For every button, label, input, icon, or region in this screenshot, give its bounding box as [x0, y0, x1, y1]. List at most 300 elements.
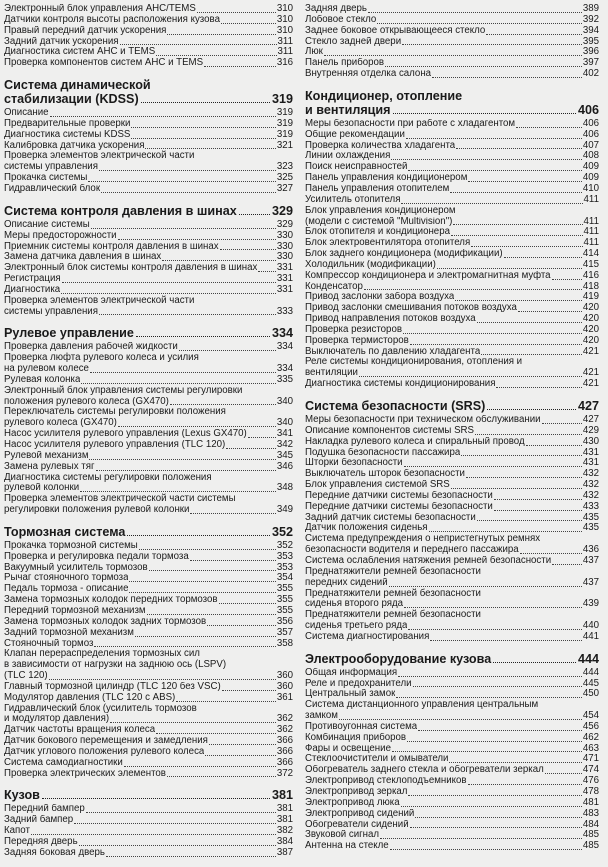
- toc-entry-text: Правый передний датчик ускорения: [4, 25, 167, 36]
- toc-entry-page: 366: [276, 745, 293, 757]
- toc-entry-text: Холодильник (модификации): [305, 259, 436, 270]
- toc-entry: [4, 429, 293, 440]
- toc-entry-text: Педаль тормоза - описание: [4, 584, 129, 595]
- toc-entry-page: 407: [582, 139, 599, 151]
- toc-entry-page: 389: [582, 3, 599, 14]
- dot-leader: [475, 434, 582, 435]
- toc-entry-page: 402: [582, 68, 599, 80]
- toc-entry-text: Блок управления системой SRS: [305, 480, 450, 491]
- toc-entry: [305, 303, 599, 314]
- dot-leader: [50, 116, 276, 117]
- toc-entry-page: 325: [276, 172, 293, 184]
- toc-entry-text: Диагностика системы кондиционирования: [305, 379, 496, 390]
- toc-entry: [305, 776, 599, 787]
- toc-entry: [305, 502, 599, 513]
- toc-entry-text: Антенна на стекле: [305, 841, 389, 852]
- toc-entry-page: 333: [276, 305, 293, 317]
- toc-entry: [305, 722, 599, 733]
- toc-entry-page: 415: [582, 258, 599, 270]
- toc-entry-text: Привод заслонки смешивания потоков воздуха: [305, 303, 517, 314]
- dot-leader: [404, 607, 582, 608]
- toc-entry-text: Электропривод зеркал: [305, 787, 408, 797]
- toc-entry-text: Привод заслонки забора воздуха: [305, 292, 455, 303]
- dot-leader: [197, 12, 276, 13]
- dot-leader: [167, 34, 275, 35]
- toc-entry: [4, 26, 293, 37]
- toc-entry-text: Клапан перераспределения тормозных сил: [4, 648, 200, 660]
- toc-entry-text: Обогреватели сидений: [305, 819, 409, 830]
- dot-leader: [31, 834, 276, 835]
- dot-leader: [468, 784, 582, 785]
- section-page-kdss: 319: [271, 92, 293, 107]
- dot-leader: [118, 239, 276, 240]
- toc-entry-text: Датчик частоты вращения колеса: [4, 725, 156, 736]
- dot-leader: [402, 44, 582, 45]
- dot-leader: [209, 744, 276, 745]
- section-page-electrical: 444: [577, 651, 599, 666]
- dot-leader: [477, 322, 582, 323]
- toc-entry: [305, 249, 599, 260]
- toc-entry: [4, 462, 293, 473]
- toc-entry-text: Задний тормозной механизм: [4, 627, 134, 638]
- toc-entry: [4, 606, 293, 617]
- toc-entry-page: 485: [582, 840, 599, 852]
- toc-entry: [305, 130, 599, 141]
- dot-leader: [401, 806, 582, 807]
- toc-entry-text: Модулятор давления (TLC 120 с ABS): [4, 692, 176, 703]
- dot-leader: [94, 646, 275, 647]
- toc-entry-text: Блок отопителя и кондиционера: [305, 227, 450, 238]
- dot-leader: [552, 279, 582, 280]
- toc-entry-page: 341: [276, 428, 293, 440]
- section-title-hvac-line1: Кондиционер, отопление: [305, 88, 463, 103]
- toc-right-column: [305, 4, 599, 852]
- toc-entry-text: Преднатяжители ремней безопасности: [305, 587, 481, 599]
- toc-entry-text: Компрессор кондиционера и электромагнитная муфта: [305, 270, 551, 281]
- toc-entry-text: Проверка компонентов систем AHC и TEMS: [4, 58, 204, 69]
- toc-entry-page: 440: [582, 620, 599, 632]
- toc-entry-page: 431: [582, 457, 599, 469]
- toc-entry-page: 445: [582, 677, 599, 689]
- toc-group-tpms: [4, 220, 293, 318]
- dot-leader: [324, 55, 582, 56]
- toc-entry: [4, 418, 293, 429]
- dot-leader: [401, 203, 582, 204]
- toc-entry: [4, 15, 293, 26]
- toc-entry-text: Датчик положения сиденья: [305, 523, 428, 534]
- toc-entry-text: Передние датчики системы безопасности: [305, 490, 493, 501]
- toc-entry-page: 327: [276, 182, 293, 194]
- toc-entry-page: 419: [582, 291, 599, 303]
- toc-entry: [305, 491, 599, 502]
- toc-entry-text: Меры безопасности при работе с хладагентом: [305, 118, 516, 129]
- section-page-srs: 427: [577, 399, 599, 413]
- dot-leader: [135, 636, 276, 637]
- toc-entry-text: Датчик бокового перемещения и замедления: [4, 736, 208, 747]
- toc-entry-page: 334: [276, 363, 293, 375]
- toc-entry-text: Стекло задней двери: [305, 36, 402, 47]
- toc-entry-page: 334: [276, 341, 293, 353]
- toc-entry: [4, 584, 293, 595]
- dot-leader: [131, 127, 275, 128]
- toc-entry-text: на рулевом колесе: [4, 364, 89, 375]
- dot-leader: [162, 260, 276, 261]
- toc-entry-text: Задняя дверь: [305, 4, 367, 14]
- toc-entry: [4, 37, 293, 48]
- toc-entry-text: Электропривод люка: [305, 797, 400, 808]
- toc-entry-page: 362: [276, 713, 293, 725]
- section-page-tpms: 329: [271, 203, 293, 218]
- toc-entry-page: 444: [582, 666, 599, 678]
- toc-entry-page: 432: [582, 489, 599, 501]
- dot-leader: [396, 697, 581, 698]
- toc-entry-text: Электронный блок системы контроля давления в шинах: [4, 263, 258, 274]
- toc-entry-text: Система самодиагностики: [4, 757, 123, 768]
- toc-entry: [305, 26, 599, 37]
- toc-entry: [305, 217, 599, 228]
- toc-entry-page: 406: [582, 117, 599, 129]
- toc-entry-page: 340: [276, 417, 293, 429]
- toc-entry-text: Проверка давления рабочей жидкости: [4, 342, 178, 353]
- toc-entry: [4, 595, 293, 606]
- toc-entry-text: безопасности водителя и переднего пассажира: [305, 545, 519, 556]
- toc-entry: [305, 469, 599, 480]
- toc-entry: [305, 4, 599, 15]
- toc-entry-text: Насос усилителя рулевого управления (TLC 120): [4, 440, 226, 450]
- toc-entry: [4, 307, 293, 318]
- toc-entry: [4, 162, 293, 173]
- toc-entry-text: регулировки положения рулевой колонки: [4, 505, 190, 516]
- toc-entry: [4, 220, 293, 231]
- toc-entry: [4, 231, 293, 242]
- toc-entry-page: 456: [582, 720, 599, 732]
- toc-entry-page: 362: [276, 724, 293, 736]
- section-page-body: 381: [271, 788, 293, 803]
- toc-entry-page: 437: [582, 554, 599, 566]
- toc-entry-text: Выключатель по давлению хладагента: [305, 346, 481, 357]
- toc-entry: [4, 804, 293, 815]
- toc-entry: [4, 671, 293, 682]
- toc-entry: [305, 141, 599, 152]
- toc-entry-text: Выключатель шторок безопасности: [305, 469, 465, 480]
- toc-entry-page: 433: [582, 500, 599, 512]
- dot-leader: [418, 730, 582, 731]
- dot-leader: [79, 845, 276, 846]
- toc-entry-text: вентиляции: [305, 368, 358, 379]
- toc-entry: [305, 545, 599, 556]
- toc-entry-text: в зависимости от нагрузки на заднюю ось (LSPV): [4, 659, 227, 671]
- toc-entry-page: 335: [276, 373, 293, 385]
- dot-leader: [486, 34, 582, 35]
- dot-leader: [468, 181, 581, 182]
- section-heading-electrical: [305, 652, 599, 666]
- dot-leader: [429, 531, 582, 532]
- toc-entry-page: 331: [276, 283, 293, 295]
- dot-leader: [385, 66, 582, 67]
- dot-leader: [207, 625, 276, 626]
- toc-entry-page: 311: [277, 46, 293, 58]
- toc-entry: [305, 798, 599, 809]
- toc-entry: [305, 15, 599, 26]
- toc-group-hvac: [305, 119, 599, 390]
- toc-group-srs: [305, 415, 599, 643]
- toc-entry-text: Задняя боковая дверь: [4, 847, 105, 858]
- toc-entry-text: Меры безопасности при техническом обслуживании: [305, 415, 541, 425]
- toc-entry: [4, 826, 293, 837]
- dot-leader: [88, 181, 275, 182]
- dot-leader: [49, 679, 276, 680]
- dot-leader: [204, 66, 276, 67]
- toc-entry: [4, 552, 293, 563]
- toc-entry-text: Центральный замок: [305, 689, 396, 700]
- toc-entry-text: Противоугонная система: [305, 721, 418, 732]
- dot-leader: [407, 741, 582, 742]
- toc-entry-page: 436: [582, 544, 599, 556]
- toc-entry-text: Вакуумный усилитель тормозов: [4, 562, 148, 573]
- section-title-srs: Система безопасности (SRS): [305, 399, 486, 413]
- dot-leader: [415, 817, 582, 818]
- toc-entry-text: Диагностика: [4, 284, 61, 295]
- dot-leader: [526, 445, 582, 446]
- toc-entry: [4, 130, 293, 141]
- toc-entry-text: Переключатель системы регулировки положения: [4, 406, 226, 418]
- toc-entry-page: 319: [276, 128, 293, 140]
- toc-entry-text: Лобовое стекло: [305, 14, 377, 25]
- toc-entry: [305, 733, 599, 744]
- toc-entry-page: 411: [583, 226, 599, 238]
- toc-group-body-cont: [305, 4, 599, 80]
- toc-entry: [4, 47, 293, 58]
- toc-entry-page: 396: [582, 46, 599, 58]
- toc-entry-page: 355: [276, 583, 293, 595]
- dot-leader: [477, 520, 582, 521]
- toc-entry-text: Система предупреждения о непристегнутых ремнях: [305, 533, 541, 545]
- toc-entry-page: 435: [582, 511, 599, 523]
- dot-leader: [219, 603, 276, 604]
- dot-leader: [389, 586, 582, 587]
- section-title-kdss-line2: стабилизации (KDSS): [4, 92, 139, 107]
- toc-entry: [4, 274, 293, 285]
- dot-leader: [167, 776, 276, 777]
- toc-entry-page: 381: [276, 814, 293, 826]
- toc-entry: [305, 437, 599, 448]
- toc-entry-text: Передний тормозной механизм: [4, 605, 146, 616]
- toc-entry: [4, 58, 293, 69]
- toc-entry-page: 450: [582, 688, 599, 700]
- toc-entry: [305, 744, 599, 755]
- toc-entry-text: Замена рулевых тяг: [4, 461, 95, 472]
- toc-entry-text: Заднее боковое открывающееся стекло: [305, 25, 486, 36]
- section-page-steering: 334: [271, 326, 293, 341]
- toc-entry: [4, 769, 293, 780]
- toc-entry-text: сиденья второго ряда: [305, 599, 404, 610]
- section-heading-hvac: [305, 103, 599, 117]
- dot-leader: [156, 733, 276, 734]
- toc-group-body: [4, 804, 293, 858]
- toc-entry-text: Приемник системы контроля давления в шинах: [4, 241, 219, 252]
- toc-entry-page: 476: [582, 775, 599, 787]
- toc-entry-page: 355: [276, 604, 293, 616]
- toc-entry-page: 411: [583, 237, 599, 249]
- dot-leader: [403, 333, 582, 334]
- toc-entry-page: 420: [582, 334, 599, 346]
- toc-entry-page: 356: [276, 615, 293, 627]
- toc-entry: [305, 260, 599, 271]
- toc-entry-text: Усилитель отопителя: [305, 194, 401, 205]
- toc-entry-page: 330: [276, 229, 293, 241]
- toc-entry-page: 355: [276, 594, 293, 606]
- toc-entry: [305, 173, 599, 184]
- toc-entry: [305, 415, 599, 426]
- toc-entry-text: Стеклоочистители и омыватели: [305, 754, 449, 765]
- toc-entry: [305, 787, 599, 798]
- dot-leader: [74, 823, 276, 824]
- toc-entry: [305, 679, 599, 690]
- toc-entry: [4, 714, 293, 725]
- toc-entry-text: Проверка количества хладагента: [305, 140, 456, 151]
- toc-entry-text: Датчики контроля высоты расположения кузова: [4, 14, 220, 25]
- dot-leader: [380, 838, 582, 839]
- toc-entry-text: рулевой колонки: [4, 483, 80, 494]
- dot-leader: [390, 849, 582, 850]
- toc-entry-page: 420: [582, 313, 599, 325]
- dot-leader: [520, 553, 582, 554]
- toc-entry-page: 316: [276, 57, 293, 69]
- toc-entry-text: Рулевой механизм: [4, 450, 89, 461]
- toc-entry-text: Электронный блок управления AHC/TEMS: [4, 4, 196, 14]
- toc-entry-page: 353: [276, 550, 293, 562]
- toc-entry: [305, 632, 599, 643]
- toc-entry-page: 340: [276, 395, 293, 407]
- dot-leader: [110, 722, 276, 723]
- toc-entry-page: 397: [582, 57, 599, 69]
- toc-entry-text: Накладка рулевого колеса и спиральный провод: [305, 436, 525, 447]
- toc-entry-text: Панель приборов: [305, 58, 385, 69]
- toc-entry-page: 409: [582, 161, 599, 173]
- dot-leader: [542, 423, 582, 424]
- dot-leader: [139, 549, 276, 550]
- dot-leader: [89, 459, 275, 460]
- dot-leader: [205, 755, 276, 756]
- toc-entry: [4, 815, 293, 826]
- toc-entry: [4, 184, 293, 195]
- toc-entry-page: 348: [276, 482, 293, 494]
- toc-entry-page: 310: [276, 24, 293, 36]
- toc-entry-text: Преднатяжители ремней безопасности: [305, 609, 481, 621]
- toc-entry: [305, 426, 599, 437]
- toc-entry-text: Проверка и регулировка педали тормоза: [4, 551, 189, 562]
- toc-entry: [4, 693, 293, 704]
- toc-entry-page: 360: [276, 680, 293, 692]
- dot-leader: [408, 170, 581, 171]
- dot-leader: [451, 488, 582, 489]
- toc-entry-text: Реле системы кондиционирования, отопления и: [305, 356, 523, 368]
- dot-leader: [466, 477, 582, 478]
- toc-entry-page: 414: [582, 248, 599, 260]
- toc-entry-page: 420: [582, 302, 599, 314]
- toc-entry-text: Описание: [4, 108, 49, 119]
- toc-entry-text: Проверка электрических элементов: [4, 768, 166, 779]
- toc-entry: [305, 37, 599, 48]
- toc-entry: [4, 252, 293, 263]
- toc-entry: [4, 682, 293, 693]
- toc-entry-page: 352: [276, 539, 293, 551]
- dot-leader: [456, 148, 582, 149]
- toc-entry: [305, 336, 599, 347]
- dot-leader: [131, 138, 275, 139]
- toc-entry-text: Привод направления потоков воздуха: [305, 314, 476, 325]
- toc-entry: [4, 837, 293, 848]
- toc-entry-text: передних сидений: [305, 577, 388, 588]
- section-title-steering: Рулевое управление: [4, 326, 134, 341]
- toc-entry-text: Блок электровентилятора отопителя: [305, 238, 471, 249]
- toc-entry: [305, 271, 599, 282]
- toc-entry-page: 387: [276, 846, 293, 858]
- toc-entry: [305, 830, 599, 841]
- dot-leader: [106, 856, 276, 857]
- toc-entry-page: 420: [582, 323, 599, 335]
- toc-entry-page: 395: [582, 35, 599, 47]
- toc-group-steering: [4, 342, 293, 516]
- toc-entry-text: Звуковой сигнал: [305, 830, 380, 841]
- toc-entry-page: 463: [582, 742, 599, 754]
- toc-entry-page: 431: [582, 446, 599, 458]
- dot-leader: [398, 676, 582, 677]
- toc-entry: [305, 754, 599, 765]
- toc-entry-text: Прокачка системы: [4, 173, 88, 184]
- toc-entry: [305, 162, 599, 173]
- toc-entry: [305, 58, 599, 69]
- toc-entry-page: 462: [582, 731, 599, 743]
- toc-entry: [4, 628, 293, 639]
- toc-entry-text: Подушка безопасности пассажира: [305, 447, 461, 458]
- toc-entry-text: Фары и освещение: [305, 743, 391, 754]
- toc-entry-page: 432: [582, 468, 599, 480]
- toc-entry-page: 321: [276, 139, 293, 151]
- toc-entry-text: Конденсатор: [305, 281, 363, 292]
- toc-entry-text: Проверка элементов электрической части системы: [4, 493, 236, 505]
- dot-leader: [364, 289, 582, 290]
- toc-entry-text: и модулятор давления): [4, 714, 110, 725]
- toc-entry: [305, 227, 599, 238]
- toc-entry-page: 454: [582, 710, 599, 722]
- toc-entry-text: Датчик углового положения рулевого колеса: [4, 746, 205, 757]
- toc-entry-page: 331: [276, 262, 293, 274]
- dot-leader: [430, 640, 581, 641]
- section-title-body: Кузов: [4, 788, 40, 803]
- toc-entry-text: системы управления: [4, 306, 98, 317]
- toc-entry: [305, 621, 599, 632]
- toc-entry-page: 323: [276, 161, 293, 173]
- dot-leader: [221, 23, 276, 24]
- toc-entry-text: Замена датчика давления в шинах: [4, 252, 162, 263]
- toc-entry-text: Рулевая колонка: [4, 374, 81, 385]
- toc-entry: [305, 292, 599, 303]
- toc-entry: [305, 809, 599, 820]
- toc-entry-text: Диагностика систем AHC и TEMS: [4, 47, 156, 58]
- toc-entry-page: 353: [276, 561, 293, 573]
- section-title-tpms: Система контроля давления в шинах: [4, 203, 237, 218]
- toc-entry-page: 311: [277, 35, 293, 47]
- toc-entry-text: Система дистанционного управления центральным: [305, 699, 539, 711]
- toc-entry-text: Панель управления кондиционером: [305, 173, 468, 184]
- toc-entry-page: 384: [276, 836, 293, 847]
- toc-entry-page: 484: [582, 818, 599, 830]
- toc-entry-page: 319: [276, 107, 293, 119]
- toc-entry: [4, 505, 293, 516]
- toc-entry: [305, 841, 599, 852]
- toc-entry-text: положения рулевого колеса (GX470): [4, 396, 169, 407]
